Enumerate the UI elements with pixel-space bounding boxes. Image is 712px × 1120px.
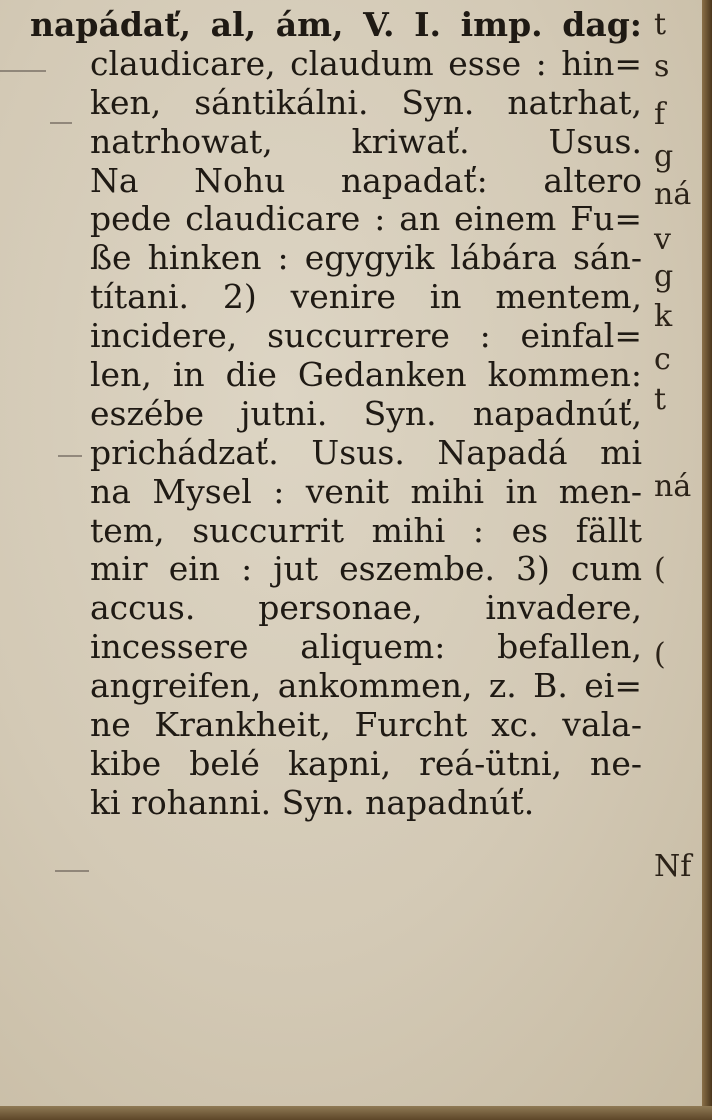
- text-line: [30, 6, 642, 45]
- text-line: pede claudicare : an einem Fu=: [90, 199, 642, 239]
- text-line: ki rohanni. Syn. napadnúť.: [90, 782, 535, 822]
- text-line: accus. personae, invadere,: [90, 588, 642, 628]
- text-line: len, in die Gedanken kommen:: [90, 355, 642, 395]
- text-line: eszébe jutni. Syn. napadnúť,: [90, 393, 642, 433]
- margin-mark: [0, 70, 46, 72]
- text-line: na Mysel : venit mihi in men-: [90, 471, 642, 511]
- text-line: títani. 2) venire in mentem,: [90, 277, 642, 317]
- text-line: mir ein : jut eszembe. 3) cum: [90, 549, 642, 589]
- gutter-letter: g: [654, 139, 674, 174]
- dictionary-entry: [30, 6, 642, 823]
- text-line: ße hinken : egygyik lábára sán-: [90, 238, 642, 278]
- text-line: natrhowat, kriwať. Usus.: [90, 121, 642, 161]
- text-line: tem, succurrit mihi : es fällt: [90, 510, 642, 550]
- gutter-letter: (: [654, 552, 666, 587]
- text-line: ne Krankheit, Furcht xc. vala-: [90, 705, 642, 745]
- page-edge-right: [702, 0, 712, 1120]
- gutter-letter: ná: [654, 469, 692, 504]
- gutter-letter: k: [654, 299, 673, 334]
- gutter-letter: t: [654, 7, 667, 42]
- margin-mark: [50, 122, 72, 124]
- page-edge-bottom: [0, 1106, 712, 1120]
- text-line: prichádzať. Usus. Napadá mi: [90, 432, 642, 472]
- gutter-letter: ná: [654, 177, 692, 212]
- text-line: ken, sántikálni. Syn. natrhat,: [90, 82, 642, 122]
- gutter-letter: v: [654, 222, 671, 257]
- text-line: claudicare, claudum esse : hin=: [90, 43, 642, 83]
- gutter-letter: (: [654, 637, 666, 672]
- text-line: angreifen, ankommen, z. B. ei=: [90, 666, 642, 706]
- text-line: incidere, succurrere : einfal=: [90, 316, 642, 356]
- text-line: kibe belé kapni, reá-ütni, ne-: [90, 743, 642, 783]
- gutter-letter: Nf: [654, 849, 692, 884]
- gutter-letter: c: [654, 342, 671, 377]
- gutter-letter: s: [654, 49, 670, 84]
- gutter-letter: g: [654, 259, 674, 294]
- gutter-letter: t: [654, 382, 667, 417]
- gutter-letter: f: [654, 97, 666, 132]
- headword-line: napádať, al, ám, V. I. imp. dag:: [30, 5, 642, 44]
- text-line: Na Nohu napadať: altero: [90, 160, 642, 200]
- margin-mark: [58, 455, 82, 457]
- margin-mark: [55, 870, 89, 872]
- adjacent-column-fragment: [648, 0, 704, 900]
- text-line: incessere aliquem: befallen,: [90, 627, 642, 667]
